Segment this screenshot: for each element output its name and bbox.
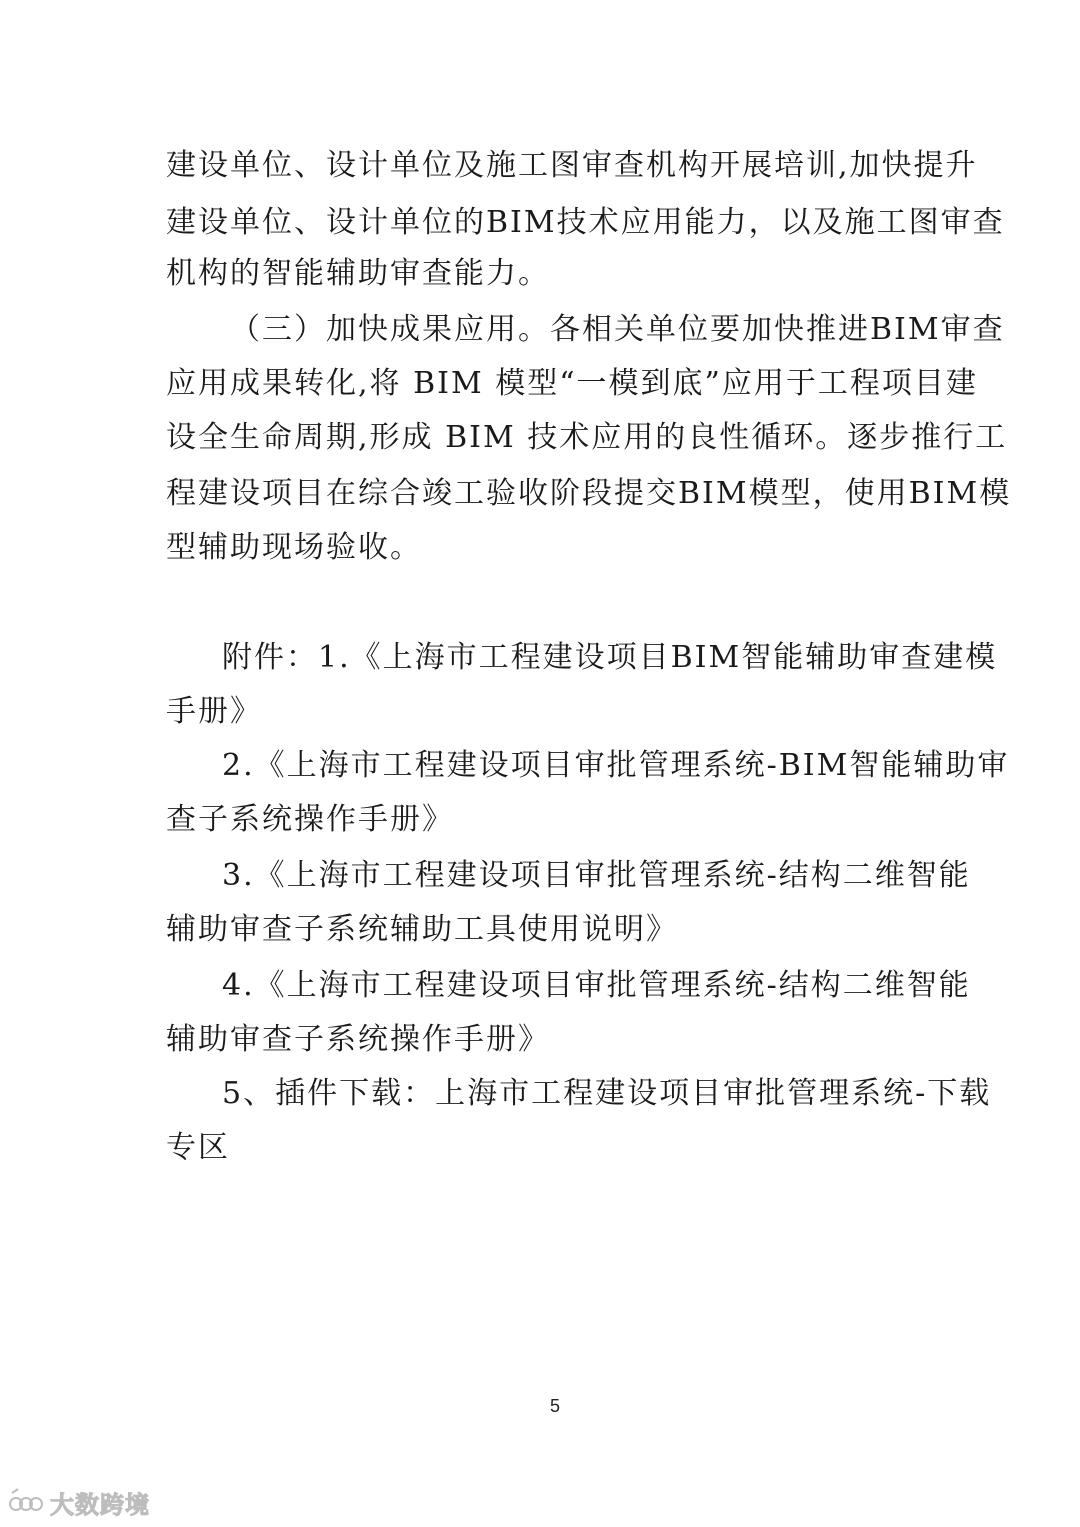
attachment-line-6: 辅助审查子系统辅助工具使用说明》 [166, 912, 678, 947]
attachment-line-5: 3.《上海市工程建设项目审批管理系统-结构二维智能 [222, 858, 971, 893]
attachment-line-1: 附件：1.《上海市工程建设项目BIM智能辅助审查建模 [222, 640, 998, 675]
watermark [8, 1482, 150, 1522]
body-line-6: 设全生命周期,形成 BIM 技术应用的良性循环。逐步推行工 [166, 420, 1008, 455]
body-line-1: 建设单位、设计单位及施工图审查机构开展培训,加快提升 [166, 148, 978, 183]
watermark-text: 大数跨境 [50, 1490, 150, 1519]
body-line-8: 型辅助现场验收。 [166, 530, 422, 565]
body-line-3: 机构的智能辅助审查能力。 [166, 256, 550, 291]
brand-logo-icon [8, 1487, 44, 1517]
page-number: 5 [549, 1396, 560, 1416]
attachment-line-9: 5、插件下载：上海市工程建设项目审批管理系统-下载 [222, 1076, 992, 1111]
attachment-line-4: 查子系统操作手册》 [166, 802, 454, 837]
attachment-line-10: 专区 [166, 1130, 230, 1165]
attachment-line-7: 4.《上海市工程建设项目审批管理系统-结构二维智能 [222, 968, 971, 1003]
attachment-line-3: 2.《上海市工程建设项目审批管理系统-BIM智能辅助审 [222, 748, 1010, 783]
attachment-line-8: 辅助审查子系统操作手册》 [166, 1022, 550, 1057]
attachment-line-2: 手册》 [166, 694, 262, 729]
body-line-4: （三）加快成果应用。各相关单位要加快推进BIM审查 [230, 312, 1005, 347]
body-line-2: 建设单位、设计单位的BIM技术应用能力，以及施工图审查 [166, 205, 1005, 240]
body-line-7: 程建设项目在综合竣工验收阶段提交BIM模型，使用BIM模 [166, 476, 1012, 511]
body-line-5: 应用成果转化,将 BIM 模型“一模到底”应用于工程项目建 [166, 366, 978, 401]
